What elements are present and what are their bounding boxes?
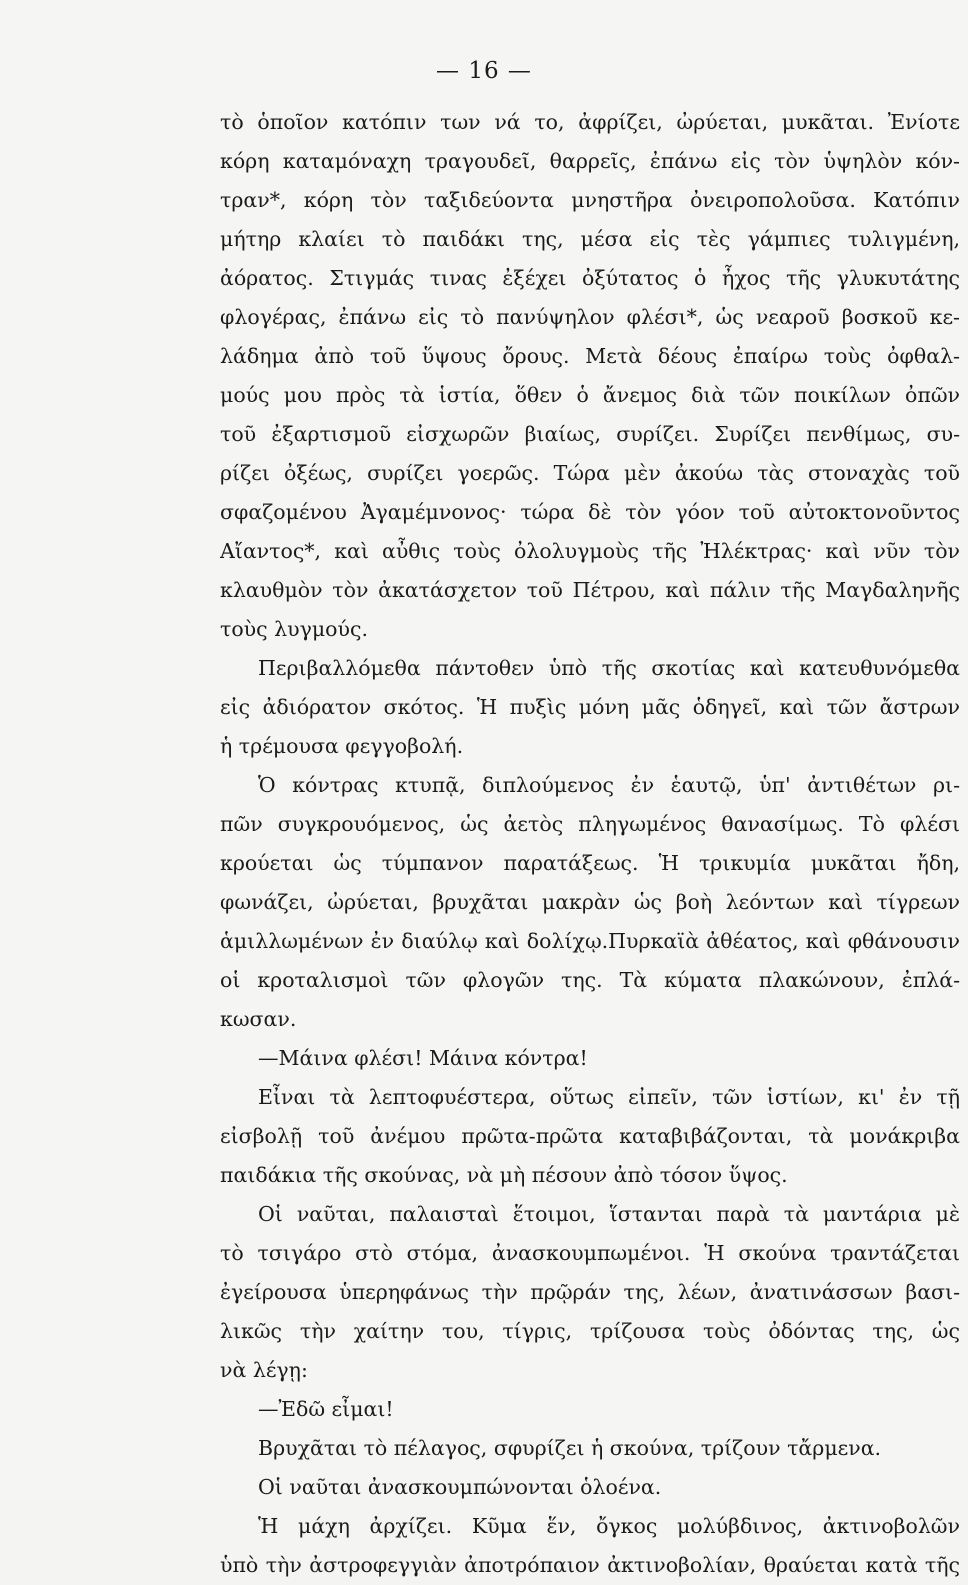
text-line: εἰσβολῇ τοῦ ἀνέμου πρῶτα-πρῶτα καταβιβάζονται, τὰ μονάκριβα — [220, 1124, 960, 1148]
text-line: κόρη καταμόναχη τραγουδεῖ, θαρρεῖς, ἐπάνω εἰς τὸν ὑψηλὸν κόν- — [220, 149, 960, 173]
text-line: σφαζομένου Ἀγαμέμνονος· τώρα δὲ τὸν γόον τοῦ αὐτοκτονοῦντος — [220, 500, 960, 524]
text-line: φωνάζει, ὠρύεται, βρυχᾶται μακρὰν ὡς βοὴ λεόντων καὶ τίγρεων — [220, 890, 960, 914]
text-line: ἁμιλλωμένων ἐν διαύλῳ καὶ δολίχῳ.Πυρκαϊὰ ἀθέατος, καὶ φθάνουσιν — [220, 929, 960, 953]
text-line: —Ἐδῶ εἶμαι! — [258, 1397, 394, 1421]
text-line: τὸ ὁποῖον κατόπιν των νά το, ἀφρίζει, ὠρύεται, μυκᾶται. Ἐνίοτε — [220, 110, 960, 134]
page-number: — 16 — — [436, 58, 532, 84]
text-line: Περιβαλλόμεθα πάντοθεν ὑπὸ τῆς σκοτίας καὶ κατευθυνόμεθα — [258, 656, 960, 680]
text-line: Ὁ κόντρας κτυπᾷ, διπλούμενος ἐν ἑαυτῷ, ὑπ' ἀντιθέτων ρι- — [258, 773, 960, 797]
text-line: μούς μου πρὸς τὰ ἱστία, ὅθεν ὁ ἄνεμος διὰ τῶν ποικίλων ὀπῶν — [220, 383, 960, 407]
text-line: νὰ λέγῃ: — [220, 1358, 308, 1382]
text-line: τὸ τσιγάρο στὸ στόμα, ἀνασκουμπωμένοι. Ἡ σκούνα τραντάζεται — [220, 1241, 960, 1265]
text-line: ἡ τρέμουσα φεγγοβολή. — [220, 734, 464, 758]
text-line: παιδάκια τῆς σκούνας, νὰ μὴ πέσουν ἀπὸ τόσον ὕψος. — [220, 1163, 788, 1187]
text-line: Οἱ ναῦται, παλαισταὶ ἕτοιμοι, ἵστανται παρὰ τὰ μαντάρια μὲ — [258, 1202, 960, 1226]
text-line: τοὺς λυγμούς. — [220, 617, 368, 641]
text-line: Οἱ ναῦται ἀνασκουμπώνονται ὁλοένα. — [258, 1475, 662, 1499]
text-line: μήτηρ κλαίει τὸ παιδάκι της, μέσα εἰς τὲς γάμπιες τυλιγμένη, — [220, 227, 960, 251]
text-line: κωσαν. — [220, 1007, 297, 1031]
text-line: εἰς ἀδιόρατον σκότος. Ἡ πυξὶς μόνη μᾶς ὁδηγεῖ, καὶ τῶν ἄστρων — [220, 695, 960, 719]
text-line: —Μάινα φλέσι! Μάινα κόντρα! — [258, 1046, 588, 1070]
text-line: κρούεται ὡς τύμπανον παρατάξεως. Ἡ τρικυμία μυκᾶται ἤδη, — [220, 851, 960, 875]
text-line: οἱ κροταλισμοὶ τῶν φλογῶν της. Τὰ κύματα πλακώνουν, ἐπλά- — [220, 968, 960, 992]
text-line: ρίζει ὀξέως, συρίζει γοερῶς. Τώρα μὲν ἀκούω τὰς στοναχὰς τοῦ — [220, 461, 960, 485]
body-text — [220, 103, 960, 1585]
text-line: Αἴαντος*, καὶ αὖθις τοὺς ὀλολυγμοὺς τῆς Ἠλέκτρας· καὶ νῦν τὸν — [220, 539, 960, 563]
text-line: λάδημα ἀπὸ τοῦ ὕψους ὄρους. Μετὰ δέους ἐπαίρω τοὺς ὀφθαλ- — [220, 344, 960, 368]
text-line: ὑπὸ τὴν ἀστροφεγγιὰν ἀποτρόπαιον ἀκτινοβολίαν, θραύεται κατὰ τῆς — [220, 1553, 960, 1577]
text-line: λικῶς τὴν χαίτην του, τίγρις, τρίζουσα τοὺς ὀδόντας της, ὡς — [220, 1319, 960, 1343]
text-line: Ἡ μάχη ἀρχίζει. Κῦμα ἕν, ὄγκος μολύβδινος, ἀκτινοβολῶν — [258, 1514, 960, 1538]
text-line: ἐγείρουσα ὑπερηφάνως τὴν πρῷράν της, λέων, ἀνατινάσσων βασι- — [220, 1280, 960, 1304]
text-line: φλογέρας, ἐπάνω εἰς τὸ πανύψηλον φλέσι*, ὡς νεαροῦ βοσκοῦ κε- — [220, 305, 960, 329]
text-line: κλαυθμὸν τὸν ἀκατάσχετον τοῦ Πέτρου, καὶ πάλιν τῆς Μαγδαληνῆς — [220, 578, 960, 602]
text-line: τραν*, κόρη τὸν ταξιδεύοντα μνηστῆρα ὀνειροπολοῦσα. Κατόπιν — [220, 188, 960, 212]
text-line: Βρυχᾶται τὸ πέλαγος, σφυρίζει ἡ σκούνα, τρίζουν τἄρμενα. — [258, 1436, 882, 1460]
text-line: Εἶναι τὰ λεπτοφυέστερα, οὕτως εἰπεῖν, τῶν ἱστίων, κι' ἐν τῇ — [258, 1085, 960, 1109]
text-line: ἀόρατος. Στιγμάς τινας ἐξέχει ὀξύτατος ὁ ἦχος τῆς γλυκυτάτης — [220, 266, 960, 290]
text-line: πῶν συγκρουόμενος, ὡς ἀετὸς πληγωμένος θανασίμως. Τὸ φλέσι — [220, 812, 960, 836]
text-line: τοῦ ἐξαρτισμοῦ εἰσχωρῶν βιαίως, συρίζει. Συρίζει πενθίμως, συ- — [220, 422, 960, 446]
